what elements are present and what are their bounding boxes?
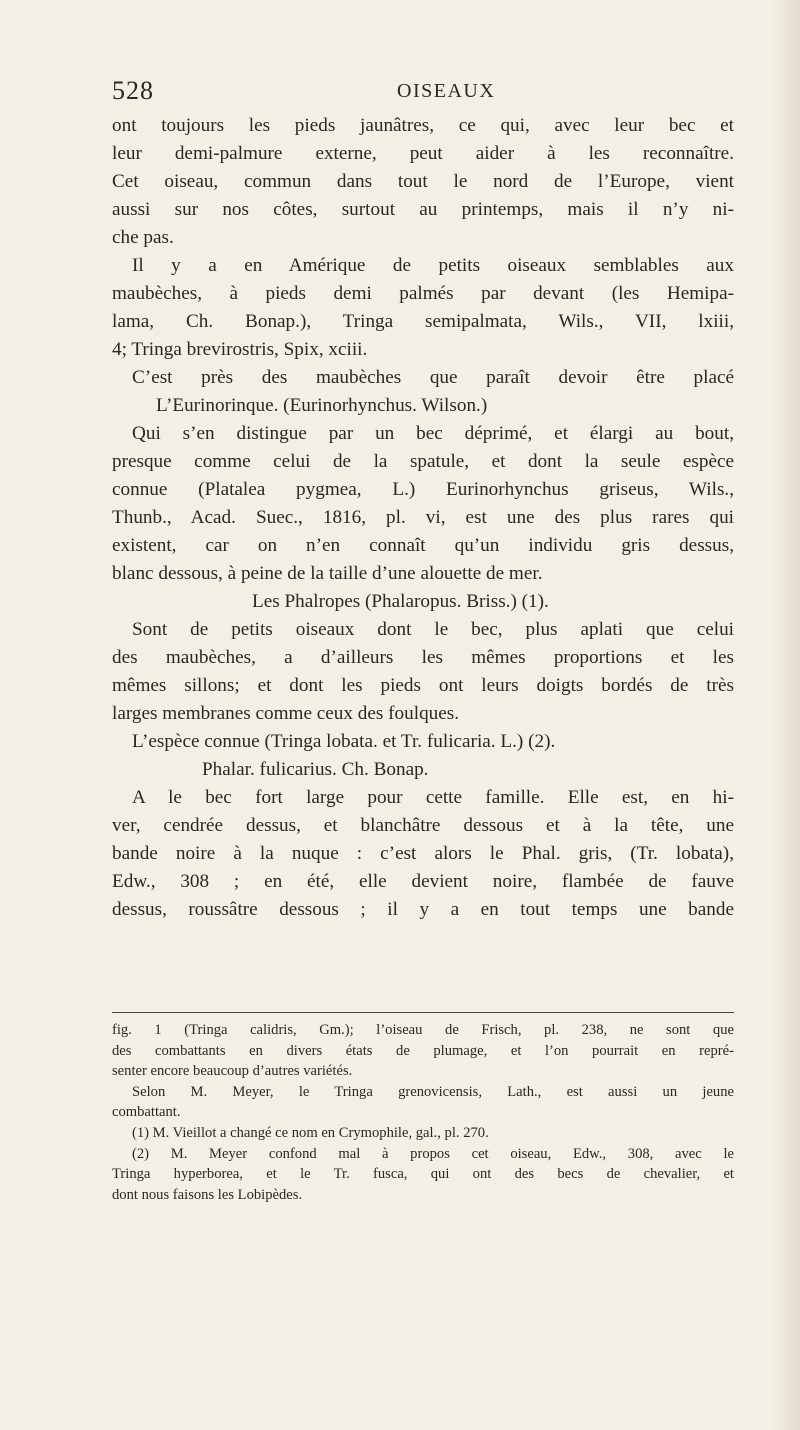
body-line: A le bec fort large pour cette famille. Elle est, en hi-: [132, 787, 734, 808]
body-line: aussi sur nos côtes, surtout au printemps, mais il n’y ni-: [112, 199, 734, 220]
body-line: bande noire à la nuque : c’est alors le Phal. gris, (Tr. lobata),: [112, 843, 734, 864]
page-header: [112, 76, 712, 110]
section-heading-eurinorinque: L’Eurinorinque. (Eurinorhynchus. Wilson.): [156, 395, 488, 416]
body-line: lama, Ch. Bonap.), Tringa semipalmata, Wils., VII, lxiii,: [112, 311, 734, 332]
body-line: Sont de petits oiseaux dont le bec, plus aplati que celui: [132, 619, 734, 640]
footnote-line: Tringa hyperborea, et le Tr. fusca, qui ont des becs de chevalier, et: [112, 1166, 734, 1183]
footnote-line: fig. 1 (Tringa calidris, Gm.); l’oiseau de Frisch, pl. 238, ne sont que: [112, 1022, 734, 1038]
footnote-2: (2) M. Meyer confond mal à propos cet oiseau, Edw., 308, avec le: [132, 1145, 734, 1162]
running-title: OISEAUX: [397, 80, 496, 102]
body-line: ont toujours les pieds jaunâtres, ce qui, avec leur bec et: [112, 115, 734, 136]
body-line: mêmes sillons; et dont les pieds ont leurs doigts bordés de très: [112, 675, 734, 696]
body-line: des maubèches, a d’ailleurs les mêmes proportions et les: [112, 647, 734, 668]
body-line: Edw., 308 ; en été, elle devient noire, flambée de fauve: [112, 871, 734, 892]
body-line: Il y a en Amérique de petits oiseaux semblables aux: [132, 255, 734, 276]
body-line: maubèches, à pieds demi palmés par devant (les Hemipa-: [112, 283, 734, 304]
section-heading-phalropes: Les Phalropes (Phalaropus. Briss.) (1).: [252, 591, 549, 612]
body-line: connue (Platalea pygmea, L.) Eurinorhynchus griseus, Wils.,: [112, 479, 734, 500]
footnote-line: dont nous faisons les Lobipèdes.: [112, 1186, 303, 1203]
footnote-rule: [112, 1012, 734, 1013]
body-line: blanc dessous, à peine de la taille d’une alouette de mer.: [112, 563, 543, 584]
body-line: L’espèce connue (Tringa lobata. et Tr. fulicaria. L.) (2).: [132, 731, 556, 752]
body-line: presque comme celui de la spatule, et dont la seule espèce: [112, 451, 734, 472]
footnote-line: des combattants en divers états de plumage, et l’on pourrait en repré-: [112, 1042, 734, 1059]
page-edge-shadow: [772, 0, 800, 1430]
species-name-line: Phalar. fulicarius. Ch. Bonap.: [202, 759, 429, 780]
body-line: leur demi-palmure externe, peut aider à les reconnaître.: [112, 143, 734, 164]
body-line: che pas.: [112, 227, 174, 248]
footnote-line: senter encore beaucoup d’autres variétés.: [112, 1063, 353, 1080]
body-line: Qui s’en distingue par un bec déprimé, et élargi au bout,: [132, 423, 734, 444]
page-number: 528: [112, 76, 154, 105]
body-line: Thunb., Acad. Suec., 1816, pl. vi, est une des plus rares qui: [112, 507, 734, 528]
body-line: 4; Tringa brevirostris, Spix, xciii.: [112, 339, 368, 360]
footnote-line: combattant.: [112, 1104, 181, 1121]
body-line: dessus, roussâtre dessous ; il y a en tout temps une bande: [112, 899, 734, 920]
body-line: existent, car on n’en connaît qu’un individu gris dessus,: [112, 535, 734, 556]
body-line: ver, cendrée dessus, et blanchâtre dessous et à la tête, une: [112, 815, 734, 836]
footnotes: [112, 1020, 734, 1205]
body-line: larges membranes comme ceux des foulques.: [112, 703, 460, 724]
footnote-line: Selon M. Meyer, le Tringa grenovicensis, Lath., est aussi un jeune: [132, 1083, 734, 1100]
footnote-1: (1) M. Vieillot a changé ce nom en Crymophile, gal., pl. 270.: [132, 1124, 489, 1141]
body-line: Cet oiseau, commun dans tout le nord de l’Europe, vient: [112, 171, 734, 192]
body-text: [112, 112, 734, 924]
body-line: C’est près des maubèches que paraît devoir être placé: [132, 367, 734, 388]
